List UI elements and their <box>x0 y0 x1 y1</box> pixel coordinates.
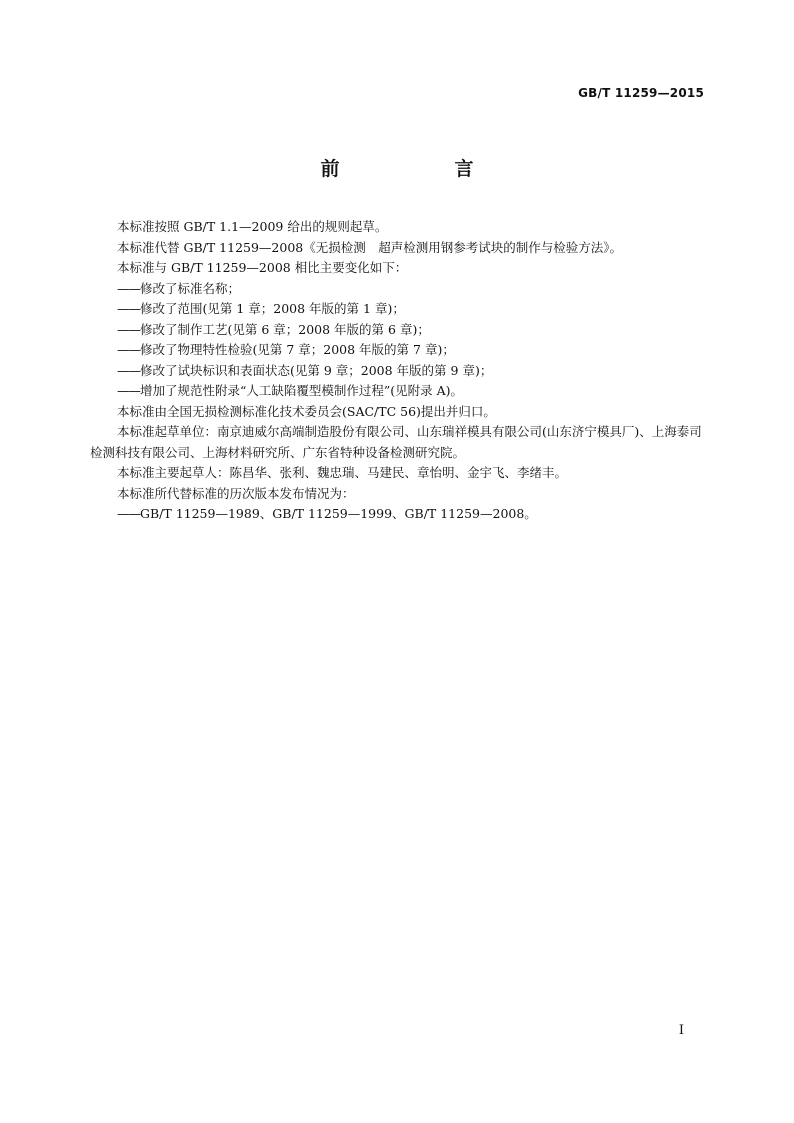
paragraph-changes-intro: 本标准与 GB/T 11259—2008 相比主要变化如下： <box>117 260 408 275</box>
change-item-text: 修改了制作工艺(见第 6 章；2008 年版的第 6 章)； <box>140 321 430 337</box>
change-item <box>90 299 710 320</box>
paragraph-drafting-units: 本标准起草单位：南京迪威尔高端制造股份有限公司、山东瑞祥模具有限公司(山东济宁模具厂)、上海泰司检测科技有限公司、上海材料研究所、广东省特种设备检测研究院。 <box>90 424 702 460</box>
paragraph-drafting-rules: 本标准按照 GB/T 1.1—2009 给出的规则起草。 <box>117 219 388 234</box>
dash-marker: —— <box>117 506 140 521</box>
paragraph-proposed-by: 本标准由全国无损检测标准化技术委员会(SAC/TC 56)提出并归口。 <box>117 403 496 419</box>
change-item-text: 增加了规范性附录“人工缺陷覆型模制作过程”(见附录 A)。 <box>140 383 464 398</box>
change-item-text: 修改了标准名称； <box>140 280 241 296</box>
dash-marker: —— <box>117 362 140 378</box>
change-item <box>90 361 710 382</box>
change-item <box>90 279 710 300</box>
standard-code: GB/T 11259—2015 <box>578 86 704 100</box>
dash-marker: —— <box>117 280 140 296</box>
change-item <box>90 340 710 361</box>
dash-marker: —— <box>117 301 140 316</box>
history-item-text: GB/T 11259—1989、GB/T 11259—1999、GB/T 11259—2008。 <box>140 506 537 521</box>
dash-marker: —— <box>117 321 140 337</box>
change-item-text: 修改了范围(见第 1 章；2008 年版的第 1 章)； <box>140 301 405 316</box>
paragraph-replaces: 本标准代替 GB/T 11259—2008《无损检测 超声检测用钢参考试块的制作与检验方法》。 <box>117 239 622 255</box>
paragraph-history-intro: 本标准所代替标准的历次版本发布情况为： <box>117 485 355 501</box>
paragraph-drafters: 本标准主要起草人：陈昌华、张利、魏忠瑞、马建民、章怡明、金宇飞、李绪丰。 <box>117 465 568 480</box>
document-body <box>90 217 710 525</box>
dash-marker: —— <box>117 342 140 357</box>
change-item-text: 修改了物理特性检验(见第 7 章；2008 年版的第 7 章)； <box>140 342 455 357</box>
change-item <box>90 320 710 341</box>
history-item <box>90 504 710 525</box>
change-item <box>90 381 710 402</box>
page-title: 前 言 <box>320 158 522 180</box>
dash-marker: —— <box>117 383 140 398</box>
page-number: I <box>678 1023 684 1038</box>
change-item-text: 修改了试块标识和表面状态(见第 9 章；2008 年版的第 9 章)； <box>140 362 493 378</box>
